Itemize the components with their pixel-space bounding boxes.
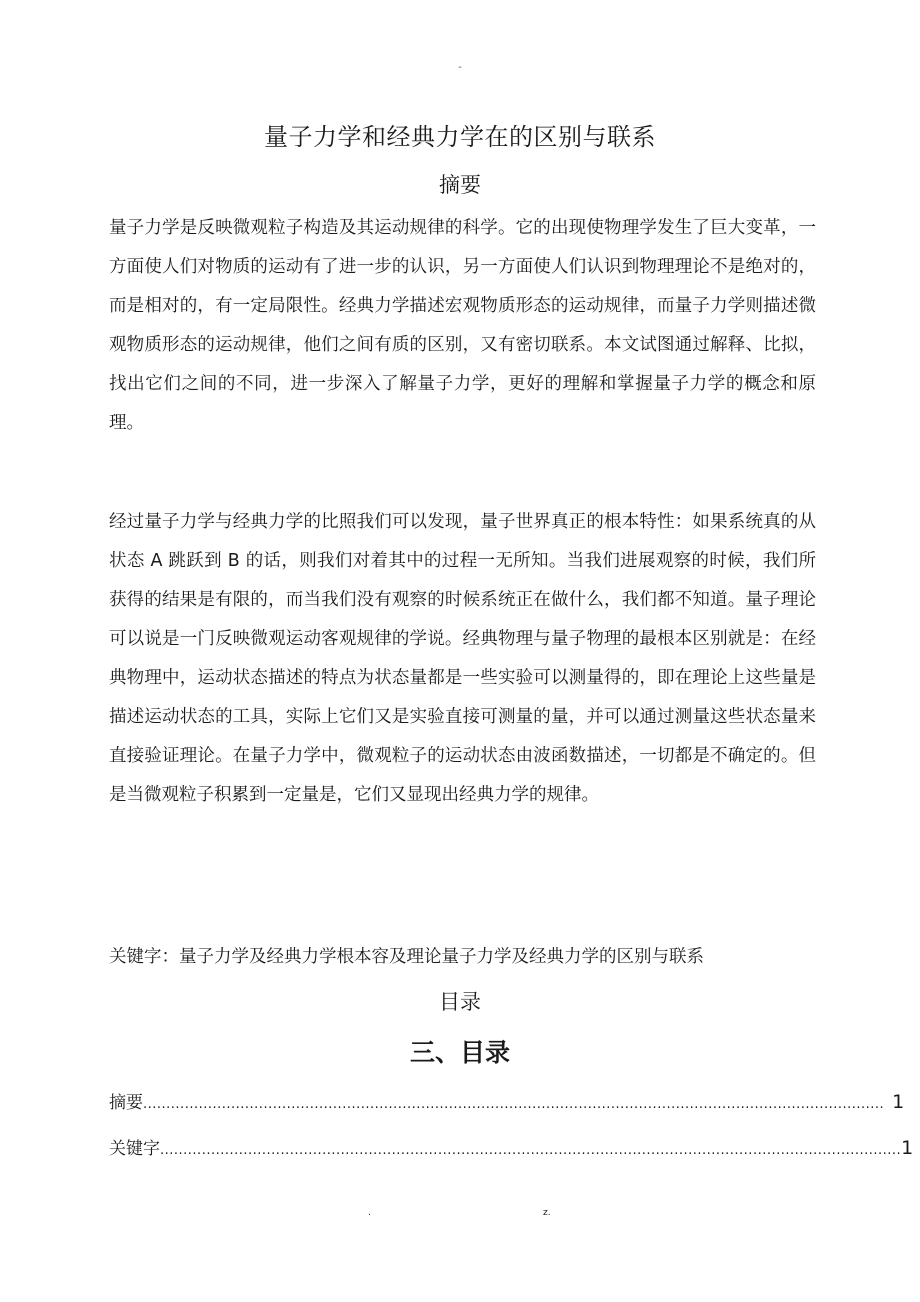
document-title: 量子力学和经典力学在的区别与联系 (264, 123, 656, 151)
header-mark: - (458, 62, 462, 73)
abstract-heading: 摘要 (439, 173, 481, 197)
footer-right-mark: z. (543, 1208, 551, 1218)
toc-entry-page: 1 (901, 1137, 914, 1159)
toc-entry-keywords[interactable] (109, 1134, 914, 1159)
toc-entry-abstract[interactable] (109, 1088, 905, 1113)
toc-leader-dots: ................................................................................................................................................................ (160, 1143, 902, 1158)
toc-entry-label: 关键字 (109, 1139, 160, 1159)
toc-section-heading: 三、目录 (409, 1038, 510, 1067)
abstract-paragraph: 量子力学是反映微观粒子构造及其运动规律的科学。它的出现使物理学发生了巨大变革，一方面使人们对物质的运动有了进一步的认识，另一方面使人们认识到物理理论不是绝对的，而是相对的，有一定局限性。经典力学描述宏观物质形态的运动规律，而量子力学则描述微观物质形态的运动规律，他们之间有质的区别，又有密切联系。本文试图通过解释、比拟，找出它们之间的不同，进一步深入了解量子力学，更好的理解和掌握量子力学的概念和原理。 (109, 218, 816, 433)
toc-leader-dots: ................................................................................................................................................................ (143, 1097, 885, 1112)
keywords-line: 关键字：量子力学及经典力学根本容及理论量子力学及经典力学的区别与联系 (109, 947, 704, 967)
comparison-paragraph: 经过量子力学与经典力学的比照我们可以发现，量子世界真正的根本特性：如果系统真的从状态 A 跳跃到 B 的话，则我们对着其中的过程一无所知。当我们进展观察的时候，我们所获得的结果是有限的，而当我们没有观察的时候系统正在做什么，我们都不知道。量子理论可以说是一门反映微观运动客观规律的学说。经典物理与量子物理的最根本区别就是：在经典物理中，运动状态描述的特点为状态量都是一些实验可以测量得的，即在理论上这些量是描述运动状态的工具，实际上它们又是实验直接可测量的量，并可以通过测量这些状态量来直接验证理论。在量子力学中，微观粒子的运动状态由波函数描述，一切都是不确定的。但是当微观粒子积累到一定量是，它们又显现出经典力学的规律。 (109, 512, 816, 805)
toc-heading: 目录 (439, 990, 481, 1014)
toc-entry-label: 摘要 (109, 1093, 143, 1113)
footer-left-mark: . (368, 1208, 371, 1218)
toc-entry-page: 1 (892, 1091, 905, 1113)
